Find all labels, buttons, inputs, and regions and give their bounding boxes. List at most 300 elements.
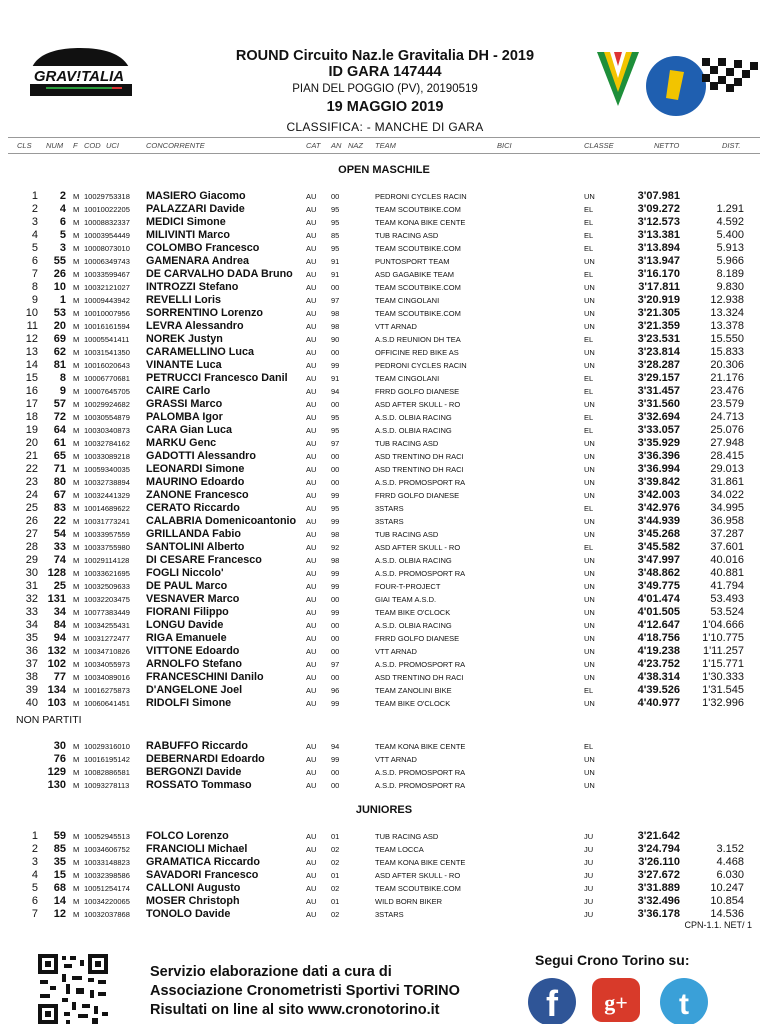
row-bib: 81	[53, 359, 66, 371]
row-gap: 24.713	[710, 411, 744, 423]
row-net-time: 4'39.526	[637, 684, 680, 696]
row-team: VTT ARNAD	[375, 755, 417, 764]
row-bib: 128	[47, 567, 66, 579]
row-rider-name: GAMENARA Andrea	[146, 255, 249, 267]
row-uci-code: 10010022205	[84, 205, 130, 214]
row-category: AU	[306, 517, 317, 526]
row-year: 02	[331, 884, 340, 893]
row-rank: 35	[25, 632, 38, 644]
row-net-time: 3'44.939	[637, 515, 680, 527]
row-class: UN	[584, 322, 595, 331]
row-bib: 62	[53, 346, 66, 358]
col-team: TEAM	[375, 141, 396, 150]
row-net-time: 3'32.496	[637, 895, 680, 907]
row-bib: 34	[53, 606, 66, 618]
row-bib: 71	[53, 463, 66, 475]
row-uci-code: 10006770681	[84, 374, 130, 383]
col-cls: CLS	[17, 141, 32, 150]
row-net-time: 4'18.756	[637, 632, 680, 644]
row-team: TEAM CINGOLANI	[375, 374, 440, 383]
row-uci-code: 10033148823	[84, 858, 130, 867]
row-team: OFFICINE RED BIKE AS	[375, 348, 459, 357]
row-rider-name: GRAMATICA Riccardo	[146, 856, 260, 868]
row-rank: 12	[25, 333, 38, 345]
section-non-partiti: NON PARTITI	[16, 714, 82, 726]
row-category: AU	[306, 608, 317, 617]
row-uci-code: 10034220065	[84, 897, 130, 906]
row-bib: 33	[53, 541, 66, 553]
row-rider-name: VINANTE Luca	[146, 359, 222, 371]
row-gap: 6.030	[716, 869, 744, 881]
row-rider-name: VITTONE Edoardo	[146, 645, 240, 657]
row-net-time: 3'45.268	[637, 528, 680, 540]
row-category: AU	[306, 478, 317, 487]
row-year: 01	[331, 832, 340, 841]
row-rider-name: TONOLO Davide	[146, 908, 231, 920]
row-category: AU	[306, 595, 317, 604]
row-rider-name: GRILLANDA Fabio	[146, 528, 241, 540]
row-bib: 20	[53, 320, 66, 332]
table-row	[0, 346, 768, 359]
row-class: UN	[584, 530, 595, 539]
col-an: AN	[331, 141, 342, 150]
row-team: A.S.D. PROMOSPORT RA	[375, 781, 466, 790]
row-team: A.S.D. OLBIA RACING	[375, 413, 452, 422]
row-category: AU	[306, 348, 317, 357]
table-row	[0, 908, 768, 921]
row-rider-name: DE CARVALHO DADA Bruno	[146, 268, 293, 280]
row-rank: 39	[25, 684, 38, 696]
row-category: AU	[306, 244, 317, 253]
row-uci-code: 10008073010	[84, 244, 130, 253]
report-title: ROUND Circuito Naz.le Gravitalia DH - 2019	[235, 48, 535, 64]
row-gap: 37.287	[710, 528, 744, 540]
table-row	[0, 753, 768, 766]
table-row	[0, 645, 768, 658]
table-row	[0, 307, 768, 320]
row-rider-name: CALLONI Augusto	[146, 882, 241, 894]
row-gender: M	[73, 504, 80, 513]
table-row	[0, 619, 768, 632]
row-gender: M	[73, 871, 80, 880]
row-gender: M	[73, 309, 80, 318]
table-row	[0, 593, 768, 606]
row-bib: 84	[53, 619, 66, 631]
row-bib: 9	[59, 385, 66, 397]
row-year: 99	[331, 699, 340, 708]
row-uci-code: 10093278113	[84, 781, 130, 790]
row-gender: M	[73, 283, 80, 292]
row-rank: 7	[31, 908, 38, 920]
table-row	[0, 450, 768, 463]
row-gap: 40.016	[710, 554, 744, 566]
row-gender: M	[73, 244, 80, 253]
row-uci-code: 10034255431	[84, 621, 130, 630]
row-bib: 103	[47, 697, 66, 709]
table-row	[0, 255, 768, 268]
row-category: AU	[306, 270, 317, 279]
svg-text:g+: g+	[604, 990, 628, 1015]
row-net-time: 3'32.694	[637, 411, 680, 423]
row-gender: M	[73, 884, 80, 893]
row-uci-code: 10032441329	[84, 491, 130, 500]
row-rider-name: INTROZZI Stefano	[146, 281, 239, 293]
row-gap: 27.948	[710, 437, 744, 449]
row-rider-name: DI CESARE Francesco	[146, 554, 262, 566]
row-net-time: 4'23.752	[637, 658, 680, 670]
row-gap: 10.247	[710, 882, 744, 894]
row-team: PEDRONI CYCLES RACIN	[375, 192, 467, 201]
row-net-time: 4'01.505	[637, 606, 680, 618]
row-bib: 83	[53, 502, 66, 514]
row-rank: 3	[31, 216, 38, 228]
row-gender: M	[73, 647, 80, 656]
row-uci-code: 10030340873	[84, 426, 130, 435]
row-uci-code: 10031272477	[84, 634, 130, 643]
row-bib: 65	[53, 450, 66, 462]
row-team: TEAM BIKE O'CLOCK	[375, 699, 451, 708]
row-rank: 1	[31, 830, 38, 842]
row-rider-name: CALABRIA Domenicoantonio	[146, 515, 297, 527]
row-team: FRRD GOLFO DIANESE	[375, 634, 460, 643]
row-rank: 8	[31, 281, 38, 293]
row-uci-code: 10032509633	[84, 582, 130, 591]
row-gap: 3.152	[716, 843, 744, 855]
row-gap: 23.476	[710, 385, 744, 397]
row-bib: 67	[53, 489, 66, 501]
row-category: AU	[306, 361, 317, 370]
row-team: GIAI TEAM A.S.D.	[375, 595, 437, 604]
row-category: AU	[306, 439, 317, 448]
row-gender: M	[73, 897, 80, 906]
row-year: 95	[331, 205, 340, 214]
row-category: AU	[306, 582, 317, 591]
row-team: FOUR-T-PROJECT	[375, 582, 441, 591]
row-team: A.S.D. PROMOSPORT RA	[375, 478, 466, 487]
row-uci-code: 10008832337	[84, 218, 130, 227]
row-class: EL	[584, 504, 594, 513]
row-net-time: 4'38.314	[637, 671, 680, 683]
row-team: PUNTOSPORT TEAM	[375, 257, 450, 266]
row-uci-code: 10033599467	[84, 270, 130, 279]
row-rank: 10	[25, 307, 38, 319]
row-year: 91	[331, 270, 340, 279]
row-year: 00	[331, 465, 340, 474]
row-year: 97	[331, 660, 340, 669]
row-rider-name: CARAMELLINO Luca	[146, 346, 254, 358]
row-gap: 40.881	[710, 567, 744, 579]
row-category: AU	[306, 504, 317, 513]
row-class: EL	[584, 413, 594, 422]
row-team: ASD AFTER SKULL - RO	[375, 871, 461, 880]
row-category: AU	[306, 845, 317, 854]
row-net-time: 4'12.647	[637, 619, 680, 631]
row-uci-code: 10033755980	[84, 543, 130, 552]
table-row	[0, 281, 768, 294]
row-class: UN	[584, 283, 595, 292]
row-class: UN	[584, 768, 595, 777]
row-category: AU	[306, 832, 317, 841]
row-uci-code: 10082886581	[84, 768, 130, 777]
row-team: TEAM BIKE O'CLOCK	[375, 608, 451, 617]
row-category: AU	[306, 465, 317, 474]
col-naz: NAZ	[348, 141, 363, 150]
row-rank: 11	[26, 320, 38, 332]
row-year: 00	[331, 348, 340, 357]
row-uci-code: 10052945513	[84, 832, 130, 841]
row-class: EL	[584, 543, 594, 552]
row-rank: 18	[25, 411, 38, 423]
row-bib: 14	[53, 895, 66, 907]
row-rider-name: COLOMBO Francesco	[146, 242, 260, 254]
row-class: UN	[584, 699, 595, 708]
row-net-time: 3'09.272	[637, 203, 680, 215]
row-gender: M	[73, 387, 80, 396]
row-rank: 3	[31, 856, 38, 868]
row-class: EL	[584, 205, 594, 214]
row-gender: M	[73, 543, 80, 552]
row-category: AU	[306, 257, 317, 266]
row-category: AU	[306, 205, 317, 214]
row-rider-name: MEDICI Simone	[146, 216, 226, 228]
row-class: EL	[584, 218, 594, 227]
row-team: A.S.D. PROMOSPORT RA	[375, 660, 466, 669]
row-rank: 9	[31, 294, 38, 306]
row-rank: 2	[31, 843, 38, 855]
table-row	[0, 229, 768, 242]
col-num: NUM	[46, 141, 64, 150]
row-rider-name: CERATO Riccardo	[146, 502, 240, 514]
row-gender: M	[73, 660, 80, 669]
google-plus-icon[interactable]	[586, 972, 648, 1024]
row-uci-code: 10016275873	[84, 686, 130, 695]
row-rider-name: RABUFFO Riccardo	[146, 740, 248, 752]
row-class: EL	[584, 742, 594, 751]
col-concorrente: CONCORRENTE	[146, 141, 205, 150]
row-year: 01	[331, 871, 340, 880]
row-rank: 23	[25, 476, 38, 488]
row-class: UN	[584, 192, 595, 201]
row-uci-code: 10034055973	[84, 660, 130, 669]
acs-torino-logo	[644, 50, 762, 136]
row-net-time: 4'01.474	[637, 593, 680, 605]
row-year: 99	[331, 755, 340, 764]
row-bib: 64	[53, 424, 66, 436]
row-rider-name: FRANCIOLI Michael	[146, 843, 248, 855]
table-row	[0, 895, 768, 908]
row-gender: M	[73, 465, 80, 474]
table-row	[0, 502, 768, 515]
row-gap: 29.013	[710, 463, 744, 475]
row-gap: 13.324	[710, 307, 744, 319]
row-uci-code: 10032121027	[84, 283, 130, 292]
row-rank: 16	[25, 385, 38, 397]
table-row	[0, 843, 768, 856]
row-bib: 102	[47, 658, 66, 670]
row-team: TEAM SCOUTBIKE.COM	[375, 244, 461, 253]
row-gap: 4.592	[716, 216, 744, 228]
row-bib: 129	[47, 766, 66, 778]
row-net-time: 3'28.287	[637, 359, 680, 371]
row-class: UN	[584, 257, 595, 266]
row-team: VTT ARNAD	[375, 322, 417, 331]
table-row	[0, 882, 768, 895]
row-net-time: 3'21.359	[637, 320, 680, 332]
row-net-time: 3'36.178	[637, 908, 680, 920]
row-rider-name: GADOTTI Alessandro	[146, 450, 256, 462]
row-net-time: 3'27.672	[637, 869, 680, 881]
row-rider-name: LEVRA Alessandro	[146, 320, 244, 332]
row-year: 95	[331, 218, 340, 227]
row-bib: 2	[59, 190, 66, 202]
row-net-time: 3'31.457	[637, 385, 680, 397]
row-year: 00	[331, 634, 340, 643]
row-gender: M	[73, 608, 80, 617]
twitter-icon[interactable]	[654, 972, 716, 1024]
row-bib: 10	[53, 281, 66, 293]
race-location: PIAN DEL POGGIO (PV), 20190519	[292, 83, 478, 95]
row-class: UN	[584, 309, 595, 318]
row-uci-code: 10032203475	[84, 595, 130, 604]
row-gap: 14.536	[710, 908, 744, 920]
row-class: UN	[584, 517, 595, 526]
row-team: TEAM KONA BIKE CENTE	[375, 858, 466, 867]
row-team: TEAM KONA BIKE CENTE	[375, 218, 466, 227]
row-rider-name: LONGU Davide	[146, 619, 224, 631]
row-year: 00	[331, 400, 340, 409]
gravitalia-logo	[22, 48, 136, 100]
row-bib: 80	[53, 476, 66, 488]
row-gender: M	[73, 348, 80, 357]
row-gap: 1'04.666	[702, 619, 744, 631]
row-gender: M	[73, 768, 80, 777]
row-rank: 31	[25, 580, 38, 592]
row-uci-code: 10029753318	[84, 192, 130, 201]
row-year: 00	[331, 478, 340, 487]
row-rank: 28	[25, 541, 38, 553]
row-team: TUB RACING ASD	[375, 439, 439, 448]
row-gap: 5.400	[716, 229, 744, 241]
row-net-time: 3'21.305	[637, 307, 680, 319]
row-gender: M	[73, 192, 80, 201]
row-category: AU	[306, 634, 317, 643]
row-year: 94	[331, 742, 340, 751]
row-class: UN	[584, 348, 595, 357]
row-uci-code: 10059340035	[84, 465, 130, 474]
row-uci-code: 10030554879	[84, 413, 130, 422]
row-category: AU	[306, 530, 317, 539]
row-year: 01	[331, 897, 340, 906]
row-bib: 8	[59, 372, 66, 384]
row-gender: M	[73, 270, 80, 279]
row-class: UN	[584, 556, 595, 565]
row-gender: M	[73, 530, 80, 539]
row-rider-name: MASIERO Giacomo	[146, 190, 246, 202]
row-class: EL	[584, 335, 594, 344]
row-year: 99	[331, 582, 340, 591]
row-gap: 34.022	[710, 489, 744, 501]
table-row	[0, 632, 768, 645]
row-gap: 5.913	[716, 242, 744, 254]
row-team: 3STARS	[375, 910, 404, 919]
row-uci-code: 10003954449	[84, 231, 130, 240]
row-team: FRRD GOLFO DIANESE	[375, 387, 460, 396]
row-rider-name: LEONARDI Simone	[146, 463, 245, 475]
row-year: 91	[331, 257, 340, 266]
table-row	[0, 294, 768, 307]
row-team: ASD TRENTINO DH RACI	[375, 452, 464, 461]
row-gender: M	[73, 452, 80, 461]
row-rank: 17	[25, 398, 38, 410]
row-team: TEAM SCOUTBIKE.COM	[375, 884, 461, 893]
row-year: 99	[331, 491, 340, 500]
row-gender: M	[73, 699, 80, 708]
row-rank: 20	[25, 437, 38, 449]
row-gap: 13.378	[710, 320, 744, 332]
row-year: 00	[331, 621, 340, 630]
row-net-time: 3'12.573	[637, 216, 680, 228]
table-row	[0, 554, 768, 567]
row-category: AU	[306, 897, 317, 906]
row-gap: 1'11.257	[702, 645, 744, 657]
row-rank: 5	[31, 242, 38, 254]
row-class: UN	[584, 660, 595, 669]
table-row	[0, 372, 768, 385]
row-category: AU	[306, 569, 317, 578]
row-class: EL	[584, 686, 594, 695]
row-uci-code: 10009443942	[84, 296, 130, 305]
row-rank: 27	[25, 528, 38, 540]
row-class: JU	[584, 832, 594, 841]
row-uci-code: 10034606752	[84, 845, 130, 854]
row-bib: 68	[53, 882, 66, 894]
row-bib: 6	[59, 216, 66, 228]
row-year: 98	[331, 530, 340, 539]
row-rider-name: REVELLI Loris	[146, 294, 221, 306]
table-row	[0, 411, 768, 424]
row-rider-name: FOLCO Lorenzo	[146, 830, 229, 842]
row-class: EL	[584, 387, 594, 396]
row-bib: 61	[53, 437, 66, 449]
row-category: AU	[306, 858, 317, 867]
row-class: UN	[584, 452, 595, 461]
row-team: WILD BORN BIKER	[375, 897, 443, 906]
row-uci-code: 10032738894	[84, 478, 130, 487]
facebook-icon[interactable]	[522, 972, 584, 1024]
table-row	[0, 779, 768, 792]
row-gender: M	[73, 845, 80, 854]
row-team: 3STARS	[375, 504, 404, 513]
row-gap: 53.524	[710, 606, 744, 618]
col-bici: BICI	[497, 141, 512, 150]
row-year: 98	[331, 309, 340, 318]
row-gap: 12.938	[710, 294, 744, 306]
row-net-time: 3'49.775	[637, 580, 680, 592]
row-gender: M	[73, 634, 80, 643]
row-rank: 24	[25, 489, 38, 501]
row-bib: 94	[53, 632, 66, 644]
row-uci-code: 10014689622	[84, 504, 130, 513]
row-class: UN	[584, 400, 595, 409]
row-year: 00	[331, 595, 340, 604]
row-year: 85	[331, 231, 340, 240]
row-gender: M	[73, 296, 80, 305]
row-gender: M	[73, 621, 80, 630]
row-rider-name: ROSSATO Tommaso	[146, 779, 252, 791]
row-class: UN	[584, 755, 595, 764]
row-gender: M	[73, 205, 80, 214]
row-bib: 4	[59, 203, 66, 215]
